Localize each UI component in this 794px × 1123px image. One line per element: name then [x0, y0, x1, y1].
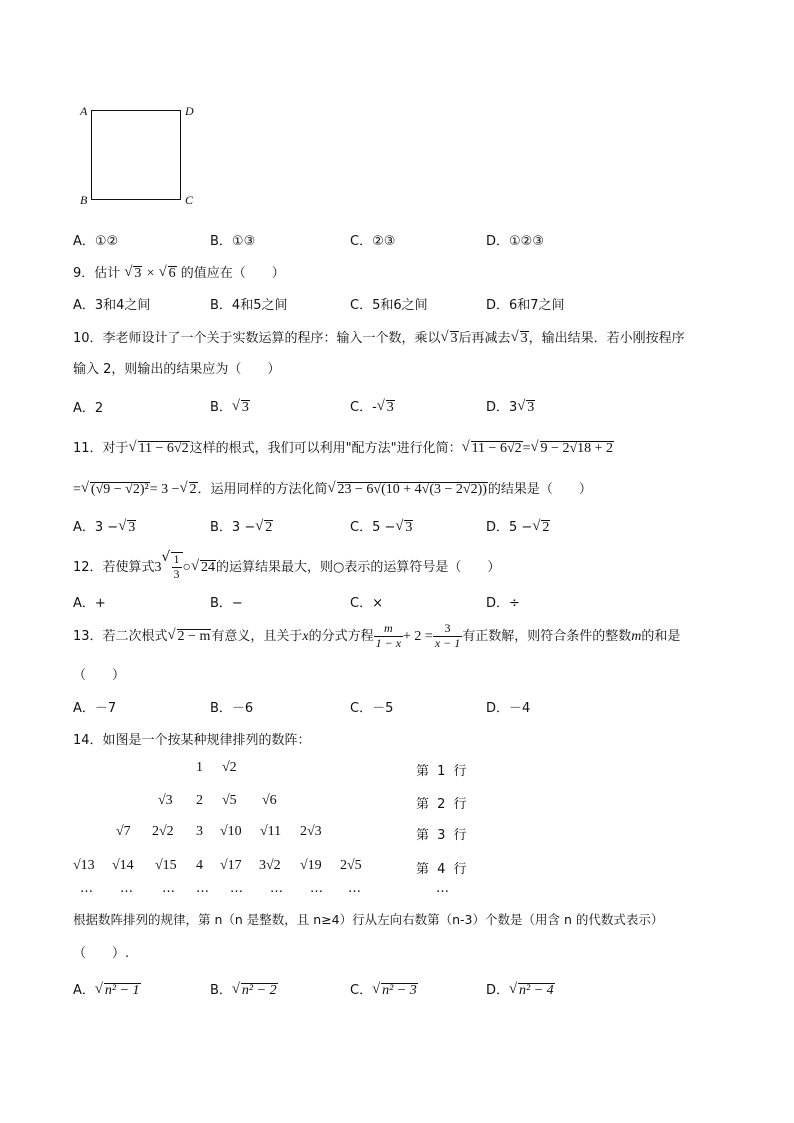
matrix-cell: 2: [196, 793, 203, 808]
q11-stem-line1: [73, 437, 614, 457]
matrix-dots: …: [270, 881, 283, 896]
matrix-cell: 2√3: [300, 824, 322, 839]
q11-text-d: 的结果是（ ）: [487, 482, 592, 497]
matrix-cell: √11: [260, 824, 282, 839]
q10-text-c: ，输出结果．若小刚按程序: [528, 331, 685, 346]
q13-prefix: 13．若二次根式: [73, 628, 168, 644]
q12-coef: 3: [154, 559, 162, 575]
q12-option-a: A．+: [73, 596, 106, 611]
q11-expr-3: √ 9 − 2√18 + 2: [532, 441, 614, 456]
q9-prefix: 9．估计: [73, 266, 121, 281]
q13-option-c: C．－5: [350, 701, 394, 716]
q10-stem-line2: 输入 2，则输出的结果应为（ ）: [73, 362, 281, 377]
q13-option-d: D．－4: [486, 701, 531, 716]
matrix-dots: …: [196, 881, 209, 896]
q14-description: 根据数阵排列的规律，第 n（n 是整数，且 n≥4）行从左向右数第（n-3）个数是（用含 n 的代数式表示）: [73, 912, 664, 927]
q11-option-a: A．3 −√ 3: [73, 516, 136, 535]
q12-frac-radical: √ $\frac{1}{3}$: [163, 552, 183, 582]
q13-radical: √ 2 − m: [169, 629, 212, 644]
matrix-cell: √10: [220, 824, 242, 839]
q14-title: 14．如图是一个按某种规律排列的数阵：: [73, 733, 311, 748]
matrix-cell: √13: [73, 858, 95, 873]
q11-radical-2: √ 2: [181, 482, 198, 497]
q11-text-c: ．运用同样的方法化简: [197, 482, 328, 497]
q14-option-c: C．√ n² − 3: [350, 979, 418, 998]
q10-option-d: D．3√ 3: [486, 396, 535, 415]
matrix-cell: √19: [300, 858, 322, 873]
q11-prefix: 11．对于: [73, 441, 129, 456]
q12-stem: [73, 552, 500, 582]
q11-expr-2: √ 11 − 6√2: [463, 441, 523, 456]
q10-radical-2: √ 3: [512, 331, 529, 346]
matrix-cell: 2√2: [152, 824, 174, 839]
q9-option-d: D．6和7之间: [486, 298, 565, 313]
q13-var-x: x: [302, 628, 309, 644]
row-label-2: 第 2 行: [416, 797, 469, 812]
q10-text-a: 10．李老师设计了一个关于实数运算的程序：输入一个数，乘以: [73, 331, 441, 346]
q9-stem: [73, 262, 285, 282]
q12-option-d: D．÷: [486, 596, 520, 611]
matrix-cell: 3√2: [259, 858, 281, 873]
q11-expr-4: √ (√9 − √2)²: [82, 482, 150, 497]
q13-mid2: 的分式方程: [308, 628, 374, 644]
matrix-dots: …: [348, 881, 361, 896]
q11-eq: =: [522, 441, 531, 456]
q11-option-b: B．3 −√ 2: [210, 516, 273, 535]
q13-suffix2: 的和是: [641, 628, 681, 644]
matrix-dots: …: [230, 881, 243, 896]
q14-option-d: D．√ n² − 4: [486, 979, 555, 998]
matrix-cell: √6: [262, 793, 277, 808]
q11-eq-3: = 3 −: [149, 482, 180, 497]
q8-option-d: D．①②③: [486, 234, 544, 249]
q12-suffix: 的运算结果最大，则○表示的运算符号是（ ）: [216, 559, 501, 575]
q11-expr-5: √ 23 − 6√(10 + 4√(3 − 2√2)): [329, 482, 488, 497]
q9-radical-2: √ 6: [160, 266, 177, 281]
matrix-dots: …: [162, 881, 175, 896]
vertex-label-b: B: [80, 193, 88, 207]
q11-eq-2: =: [73, 482, 81, 497]
q13-stem-line1: [73, 622, 680, 651]
q12-radical: √ 24: [192, 560, 216, 575]
matrix-dots: …: [310, 881, 323, 896]
vertex-label-d: D: [185, 104, 194, 118]
q10-option-c: C．-√ 3: [350, 396, 395, 415]
row-label-3: 第 3 行: [416, 828, 469, 843]
q13-fraction-1: $\frac{m}{1 - x}$: [375, 621, 402, 650]
matrix-cell: √2: [222, 760, 237, 775]
matrix-cell: √17: [220, 858, 242, 873]
q12-prefix: 12．若使算式: [73, 559, 155, 575]
q9-option-a: A．3和4之间: [73, 298, 151, 313]
row-label-1: 第 1 行: [416, 764, 469, 779]
matrix-cell: 4: [196, 858, 203, 873]
q13-plus2: + 2 =: [403, 628, 433, 644]
row-label-4: 第 4 行: [416, 862, 469, 877]
q11-option-c: C．5 −√ 3: [350, 516, 413, 535]
matrix-dots: …: [80, 881, 93, 896]
matrix-cell: 1: [196, 760, 203, 775]
q9-radical-1: √ 3: [125, 266, 142, 281]
q11-mid: 这样的根式，我们可以利用"配方法"进行化简：: [189, 441, 462, 456]
matrix-cell: √5: [222, 793, 237, 808]
q10-option-b: B．√ 3: [210, 396, 250, 415]
matrix-cell: √3: [158, 793, 173, 808]
matrix-cell: 3: [196, 824, 203, 839]
q8-option-c: C．②③: [350, 234, 396, 249]
q9-suffix: 的值应在（ ）: [180, 266, 285, 281]
q13-option-b: B．－6: [210, 701, 254, 716]
q12-option-c: C．×: [350, 596, 383, 611]
matrix-cell: 2√5: [340, 858, 362, 873]
q11-option-d: D．5 −√ 2: [486, 516, 550, 535]
q10-radical-1: √ 3: [442, 331, 459, 346]
matrix-dots: …: [436, 881, 449, 896]
q8-option-b: B．①③: [210, 234, 256, 249]
q13-fraction-2: $\frac{3}{x - 1}$: [434, 621, 461, 650]
matrix-cell: √7: [116, 824, 131, 839]
q14-option-a: A．√ n² − 1: [73, 979, 141, 998]
q13-option-a: A．－7: [73, 701, 117, 716]
q14-option-b: B．√ n² − 2: [210, 979, 278, 998]
q11-expr-1: √ 11 − 6√2: [130, 441, 190, 456]
vertex-label-a: A: [80, 104, 88, 118]
q10-stem-line1: [73, 327, 685, 346]
q13-stem-line2: （ ）: [73, 668, 126, 683]
q8-option-a: A．①②: [73, 234, 119, 249]
q11-stem-line2: [73, 478, 592, 498]
q12-option-b: B．−: [210, 596, 243, 611]
square-figure: [91, 110, 181, 200]
q12-op: ○: [182, 559, 192, 575]
matrix-cell: √14: [112, 858, 134, 873]
vertex-label-c: C: [185, 193, 194, 207]
q9-times: ×: [146, 266, 155, 281]
q9-option-c: C．5和6之间: [350, 298, 428, 313]
q13-mid1: 有意义，且关于: [211, 628, 303, 644]
q13-var-m: m: [631, 628, 642, 644]
q9-option-b: B．4和5之间: [210, 298, 288, 313]
q10-option-a: A．2: [73, 401, 104, 416]
q14-paren: （ ）.: [73, 946, 130, 961]
matrix-dots: …: [120, 881, 133, 896]
q13-suffix: 有正数解，则符合条件的整数: [462, 628, 632, 644]
q10-text-b: 后再减去: [458, 331, 511, 346]
matrix-cell: √15: [155, 858, 177, 873]
